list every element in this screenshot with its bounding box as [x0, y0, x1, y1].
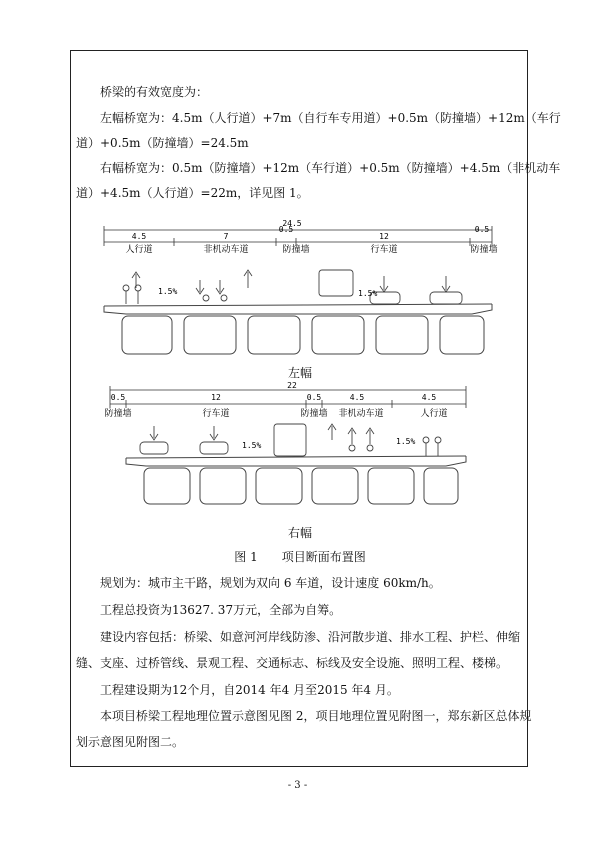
location-line-2: 划示意图见附图二。 — [76, 735, 185, 749]
period-text: 工程建设期为12个月，自2014 年4 月至2015 年4 月。 — [100, 683, 399, 697]
scope-line-2: 缝、支座、过桥管线、景观工程、交通标志、标线及安全设施、照明工程、楼梯。 — [76, 656, 509, 670]
left-slope-1: 1.5% — [158, 287, 178, 296]
right-label-barrier-1: 防撞墙 — [104, 409, 132, 419]
left-width-line-1: 左幅桥宽为：4.5m（人行道）+7m（自行车专用道）+0.5m（防撞墙）+12m（车行 — [100, 111, 561, 125]
left-label-sidewalk: 人行道 — [125, 245, 153, 255]
scope-line-1: 建设内容包括：桥梁、如意河河岸线防渗、沿河散步道、排水工程、护栏、伸缩 — [100, 630, 521, 644]
left-label-roadway: 行车道 — [370, 245, 398, 255]
figure-caption: 图 1 项目断面布置图 — [234, 550, 366, 564]
left-total-width: 24.5 — [282, 219, 302, 228]
right-deck-section-figure — [96, 380, 502, 520]
left-dim-roadway: 12 — [379, 232, 389, 241]
right-width-line-2: 道）+4.5m（人行道）=22m，详见图 1。 — [76, 186, 309, 200]
right-dim-barrier-2: 0.5 — [306, 393, 322, 402]
left-slope-2: 1.5% — [358, 289, 378, 298]
right-label-barrier-2: 防撞墙 — [300, 409, 328, 419]
plan-text: 规划为：城市主干路，规划为双向 6 车道，设计速度 60km/h。 — [100, 576, 441, 590]
left-label-barrier-2: 防撞墙 — [470, 245, 498, 255]
left-dim-bike: 7 — [223, 232, 229, 241]
right-label-roadway: 行车道 — [202, 409, 230, 419]
right-dim-barrier-1: 0.5 — [110, 393, 126, 402]
right-slope-2: 1.5% — [396, 437, 416, 446]
effective-width-heading: 桥梁的有效宽度为： — [100, 85, 209, 99]
left-dim-barrier-1: 0.5 — [278, 225, 294, 234]
left-dim-sidewalk: 4.5 — [131, 232, 147, 241]
left-deck-caption: 左幅 — [287, 366, 312, 380]
investment-text: 工程总投资为13627. 37万元，全部为自筹。 — [100, 603, 342, 617]
right-total-width: 22 — [287, 381, 297, 390]
location-line-1: 本项目桥梁工程地理位置示意图见图 2，项目地理位置见附图一，郑东新区总体规 — [100, 709, 532, 723]
right-label-sidewalk: 人行道 — [420, 409, 448, 419]
right-dim-roadway: 12 — [211, 393, 221, 402]
right-dim-bike: 4.5 — [349, 393, 365, 402]
right-label-bike: 非机动车道 — [338, 409, 384, 419]
right-deck-caption: 右幅 — [287, 526, 312, 540]
left-label-barrier-1: 防撞墙 — [282, 245, 310, 255]
right-dim-sidewalk: 4.5 — [421, 393, 437, 402]
right-width-line-1: 右幅桥宽为：0.5m（防撞墙）+12m（车行道）+0.5m（防撞墙）+4.5m（非机动车 — [100, 161, 561, 175]
page-number: - 3 - — [287, 780, 308, 791]
left-deck-section-figure — [96, 208, 502, 358]
left-dim-barrier-2: 0.5 — [474, 225, 490, 234]
right-slope-1: 1.5% — [242, 441, 262, 450]
left-width-line-2: 道）+0.5m（防撞墙）=24.5m — [76, 136, 249, 150]
left-label-bike: 非机动车道 — [203, 245, 249, 255]
